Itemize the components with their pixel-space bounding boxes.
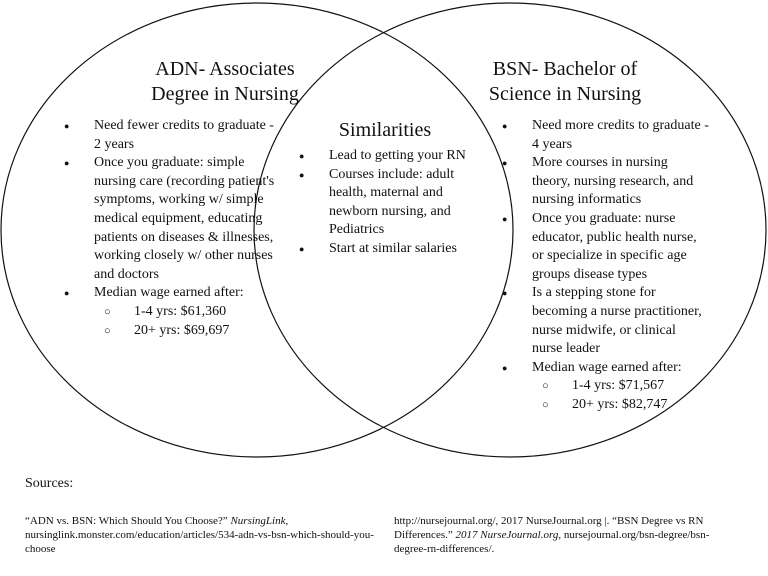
similarities-list <box>291 147 476 259</box>
adn-heading-line1: ADN- Associates <box>155 58 295 80</box>
citation-1-publisher: NursingLink <box>230 515 286 527</box>
citation-1-title: “ADN vs. BSN: Which Should You Choose?” <box>25 515 228 527</box>
similarity-2: ● Courses include: adult health, maternal and newborn nursing, and Pediatrics <box>291 166 476 240</box>
bsn-wage-1: ○ 1-4 yrs: $71,567 <box>532 377 709 396</box>
similarity-3: ● Start at similar salaries <box>291 240 476 259</box>
bsn-wage-2: ○ 20+ yrs: $82,747 <box>532 396 709 415</box>
bsn-point-5 <box>494 359 709 415</box>
citation-2-url: , nursejournal.org/bsn-degree/bsn-degree-rn-differences/. <box>394 529 710 555</box>
adn-wage-2: ○ 20+ yrs: $69,697 <box>94 322 281 341</box>
adn-point-3 <box>56 284 281 340</box>
sources-label: Sources: <box>25 476 74 491</box>
adn-wage-1: ○ 1-4 yrs: $61,360 <box>94 303 281 322</box>
citation-nursejournal <box>394 514 739 556</box>
adn-point-2: ● Once you graduate: simple nursing care (recording patient's symptoms, working w/ simple medical equipment, educating patients on diseases & illnesses, working closely w/ other nurses and doctors <box>56 154 281 284</box>
bsn-heading-line2: Science in Nursing <box>488 83 642 105</box>
bsn-list <box>494 117 709 415</box>
bsn-point-4: ● Is a stepping stone for becoming a nurse practitioner, nurse midwife, or clinical nurse leader <box>494 284 709 358</box>
citation-1-url: , nursinglink.monster.com/education/articles/534-adn-vs-bsn-which-should-you-choose <box>25 515 374 555</box>
adn-heading <box>100 57 350 107</box>
adn-wage-label: Median wage earned after: <box>94 285 244 301</box>
adn-wage-list <box>94 303 281 340</box>
bsn-heading <box>440 57 690 107</box>
adn-list <box>56 117 281 340</box>
bsn-heading-line1: BSN- Bachelor of <box>492 58 638 80</box>
citation-2-text: http://nursejournal.org/, 2017 NurseJournal.org |. “BSN Degree vs RN Differences.” <box>394 515 704 541</box>
bsn-point-1: ● Need more credits to graduate - 4 years <box>494 117 709 154</box>
adn-point-1: ● Need fewer credits to graduate - 2 years <box>56 117 281 154</box>
bsn-wage-label: Median wage earned after: <box>532 359 682 375</box>
citation-nursinglink <box>25 514 385 556</box>
similarities-heading: Similarities <box>338 119 432 141</box>
similarity-1: ● Lead to getting your RN <box>291 147 476 166</box>
citation-2-publisher: 2017 NurseJournal.org <box>455 529 559 541</box>
bsn-point-3: ● Once you graduate: nurse educator, public health nurse, or specialize in specific age groups disease types <box>494 210 709 284</box>
adn-heading-line2: Degree in Nursing <box>151 83 299 105</box>
bsn-point-2: ● More courses in nursing theory, nursing research, and nursing informatics <box>494 154 709 210</box>
bsn-wage-list <box>532 377 709 414</box>
